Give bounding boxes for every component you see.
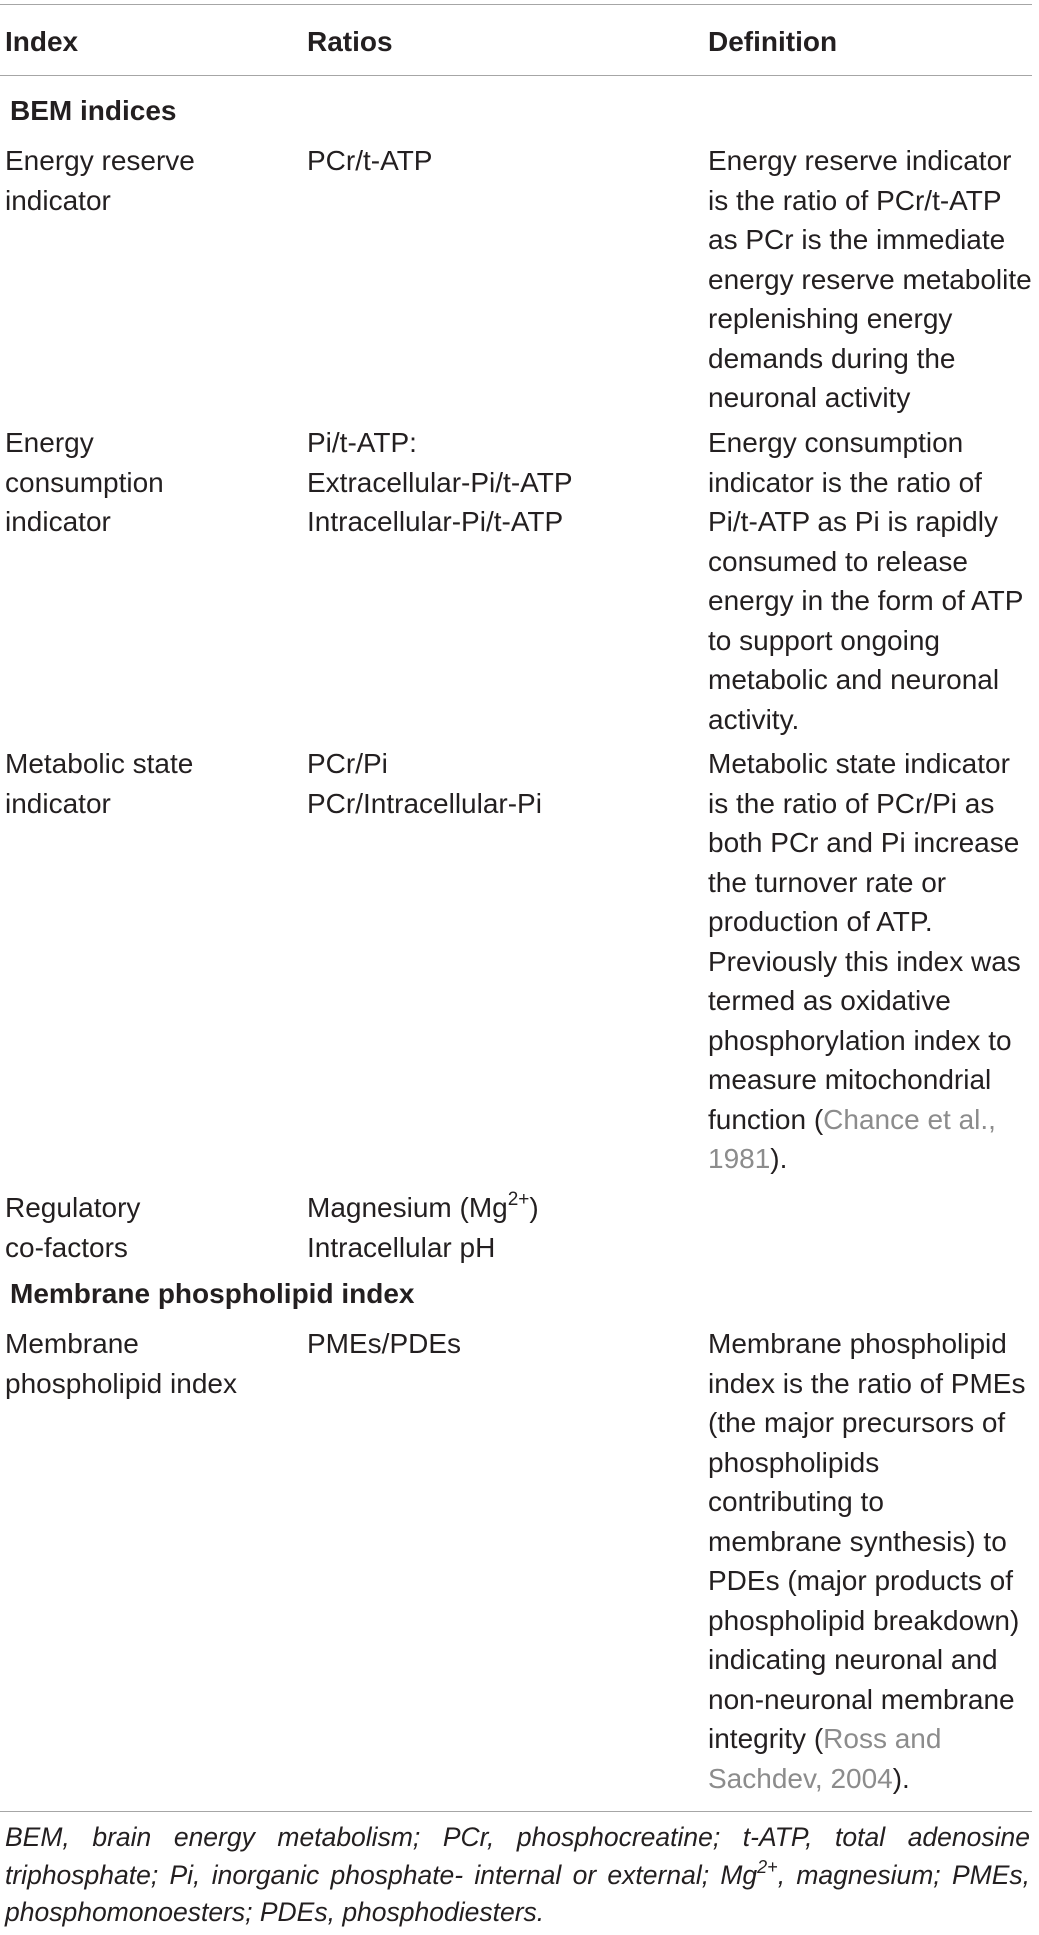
column-header-definition: Definition (708, 26, 838, 57)
row-regulatory-index: Regulatory co-factors (5, 1192, 141, 1263)
row-metabolic-state-definition: Metabolic state indicator is the ratio of PCr/Pi as both PCr and Pi increase the turnover rate or production of ATP. Previously this index was termed as oxidative phosphorylation index to measure mitochondrial function (Chance et al., 1981). (708, 748, 1021, 1174)
top-rule (0, 4, 1032, 5)
row-metabolic-state-index: Metabolic state indicator (5, 748, 194, 819)
citation-link-ross-sachdev-2004[interactable]: Ross and (823, 1723, 942, 1754)
row-energy-reserve-index: Energy reserve indicator (5, 145, 195, 216)
row-membrane-index: Membrane phospholipid index (5, 1328, 237, 1399)
row-energy-consumption-ratios: Pi/t-ATP: Extracellular-Pi/t-ATP Intracellular-Pi/t-ATP (307, 427, 573, 537)
row-membrane-definition: Membrane phospholipid index is the ratio of PMEs (the major precursors of phospholipids contributing to membrane synthesis) to PDEs (major products of phospholipid breakdown) indicating neuronal and non-neuronal membrane integrity (Ross and Sachdev, 2004). (708, 1328, 1026, 1794)
bottom-rule (0, 1811, 1032, 1812)
column-header-index: Index (5, 26, 79, 57)
row-energy-consumption-definition: Energy consumption indicator is the ratio of Pi/t-ATP as Pi is rapidly consumed to release energy in the form of ATP to support ongoing metabolic and neuronal activity. (708, 427, 1024, 735)
column-header-ratios: Ratios (307, 26, 393, 57)
row-energy-reserve-definition: Energy reserve indicator is the ratio of PCr/t-ATP as PCr is the immediate energy reserve metabolite replenishing energy demands during the neuronal activity (708, 145, 1032, 413)
row-regulatory-ratios: Magnesium $(Mg^{2+})$ Intracellular pH (307, 1189, 539, 1263)
table-footnote: BEM, brain energy metabolism; PCr, phosphocreatine; t-ATP, total adenosine triphosphate; Pi, inorganic phosphate- internal or external; $Mg^{2+}$, magnesium; PMEs, phosphomonoesters; PDEs, phosphodiesters. (5, 1822, 1030, 1927)
section-heading-membrane: Membrane phospholipid index (10, 1278, 415, 1309)
header-rule (0, 75, 1032, 76)
row-membrane-ratios: PMEs/PDEs (307, 1328, 462, 1359)
section-heading-bem: BEM indices (10, 95, 177, 126)
row-energy-consumption-index: Energy consumption indicator (5, 427, 164, 537)
citation-link-chance-1981[interactable]: Chance et al., (823, 1103, 996, 1135)
row-energy-reserve-ratios: PCr/t-ATP (307, 145, 433, 176)
citation-link-ross-sachdev-2004-year[interactable]: Sachdev, 2004 (708, 1762, 893, 1794)
citation-link-chance-1981-year[interactable]: 1981 (708, 1143, 771, 1174)
row-metabolic-state-ratios: PCr/Pi PCr/Intracellular-Pi (307, 748, 542, 819)
